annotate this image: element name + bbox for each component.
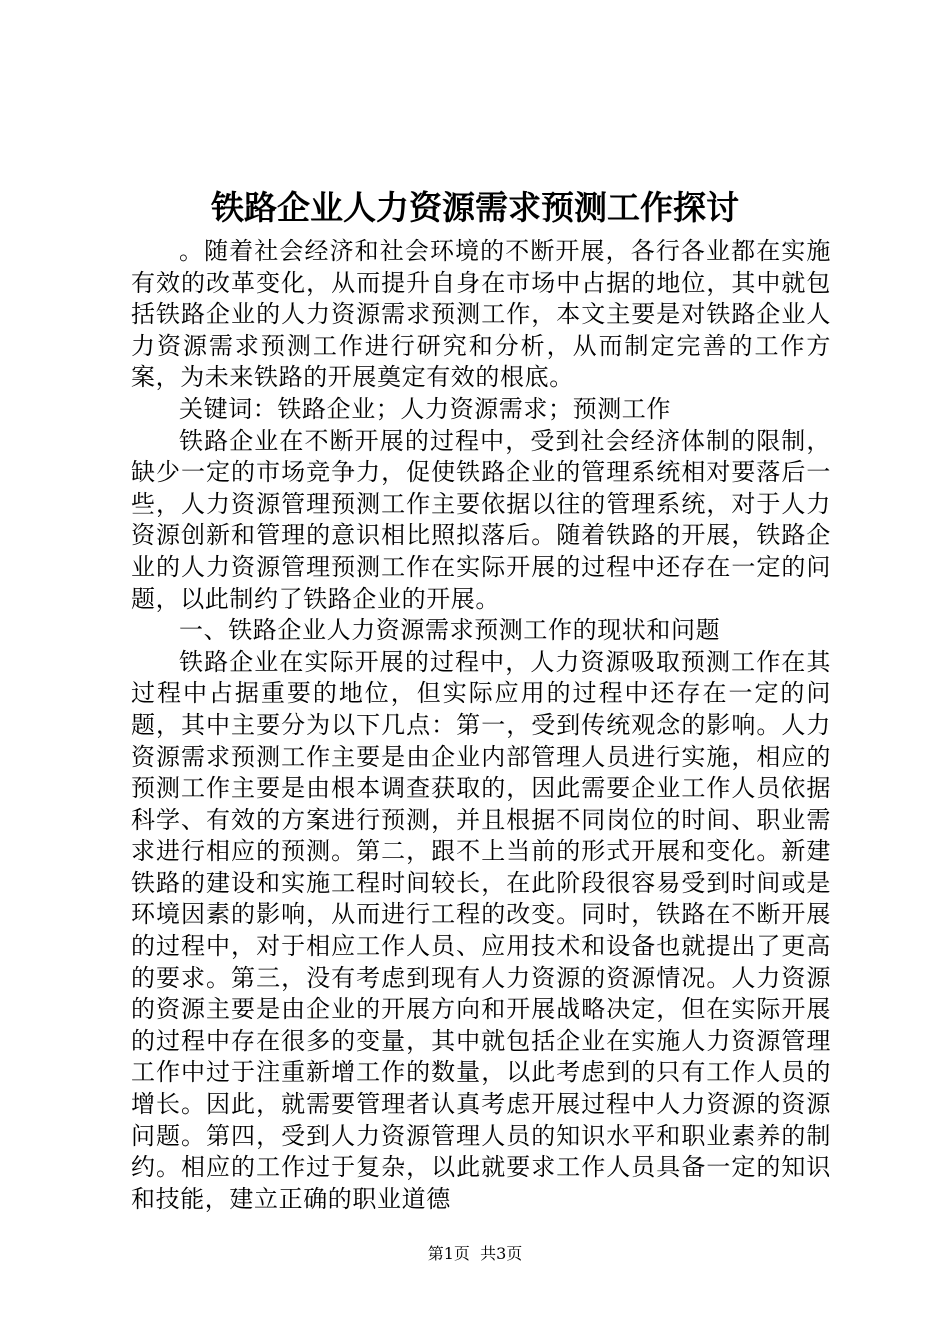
page-footer: [0, 1244, 950, 1264]
abstract-paragraph: 。随着社会经济和社会环境的不断开展，各行各业都在实施有效的改革变化，从而提升自身在市场中占据的地位，其中就包括铁路企业的人力资源需求预测工作，本文主要是对铁路企业人力资源需求预测工作进行研究和分析，从而制定完善的工作方案，为未来铁路的开展奠定有效的根底。: [131, 237, 831, 392]
document-title: 铁路企业人力资源需求预测工作探讨: [211, 188, 739, 227]
body-paragraph: 铁路企业在实际开展的过程中，人力资源吸取预测工作在其过程中占据重要的地位，但实际应用的过程中还存在一定的问题，其中主要分为以下几点：第一，受到传统观念的影响。人力资源需求预测工作主要是由企业内部管理人员进行实施，相应的预测工作主要是由根本调查获取的，因此需要企业工作人员依据科学、有效的方案进行预测，并且根据不同岗位的时间、职业需求进行相应的预测。第二，跟不上当前的形式开展和变化。新建铁路的建设和实施工程时间较长，在此阶段很容易受到时间或是环境因素的影响，从而进行工程的改变。同时，铁路在不断开展的过程中，对于相应工作人员、应用技术和设备也就提出了更高的要求。第三，没有考虑到现有人力资源的资源情况。人力资源的资源主要是由企业的开展方向和开展战略决定，但在实际开展的过程中存在很多的变量，其中就包括企业在实施人力资源管理工作中过于注重新增工作的数量，以此考虑到的只有工作人员的增长。因此，就需要管理者认真考虑开展过程中人力资源的资源问题。第四，受到人力资源管理人员的知识水平和职业素养的制约。相应的工作过于复杂，以此就要求工作人员具备一定的知识和技能，建立正确的职业道德: [131, 647, 831, 1213]
page-total: 共3页: [480, 1244, 523, 1263]
document-body: [131, 236, 831, 1215]
intro-paragraph: 铁路企业在不断开展的过程中，受到社会经济体制的限制，缺少一定的市场竞争力，促使铁路企业的管理系统相对要落后一些，人力资源管理预测工作主要依据以往的管理系统，对于人力资源创新和管理的意识相比照拟落后。随着铁路的开展，铁路企业的人力资源管理预测工作在实际开展的过程中还存在一定的问题，以此制约了铁路企业的开展。: [131, 426, 831, 613]
keywords-paragraph: 关键词：铁路企业；人力资源需求；预测工作: [179, 394, 671, 423]
section-heading: 一、铁路企业人力资源需求预测工作的现状和问题: [179, 616, 721, 645]
page-number: 第1页: [427, 1244, 470, 1263]
